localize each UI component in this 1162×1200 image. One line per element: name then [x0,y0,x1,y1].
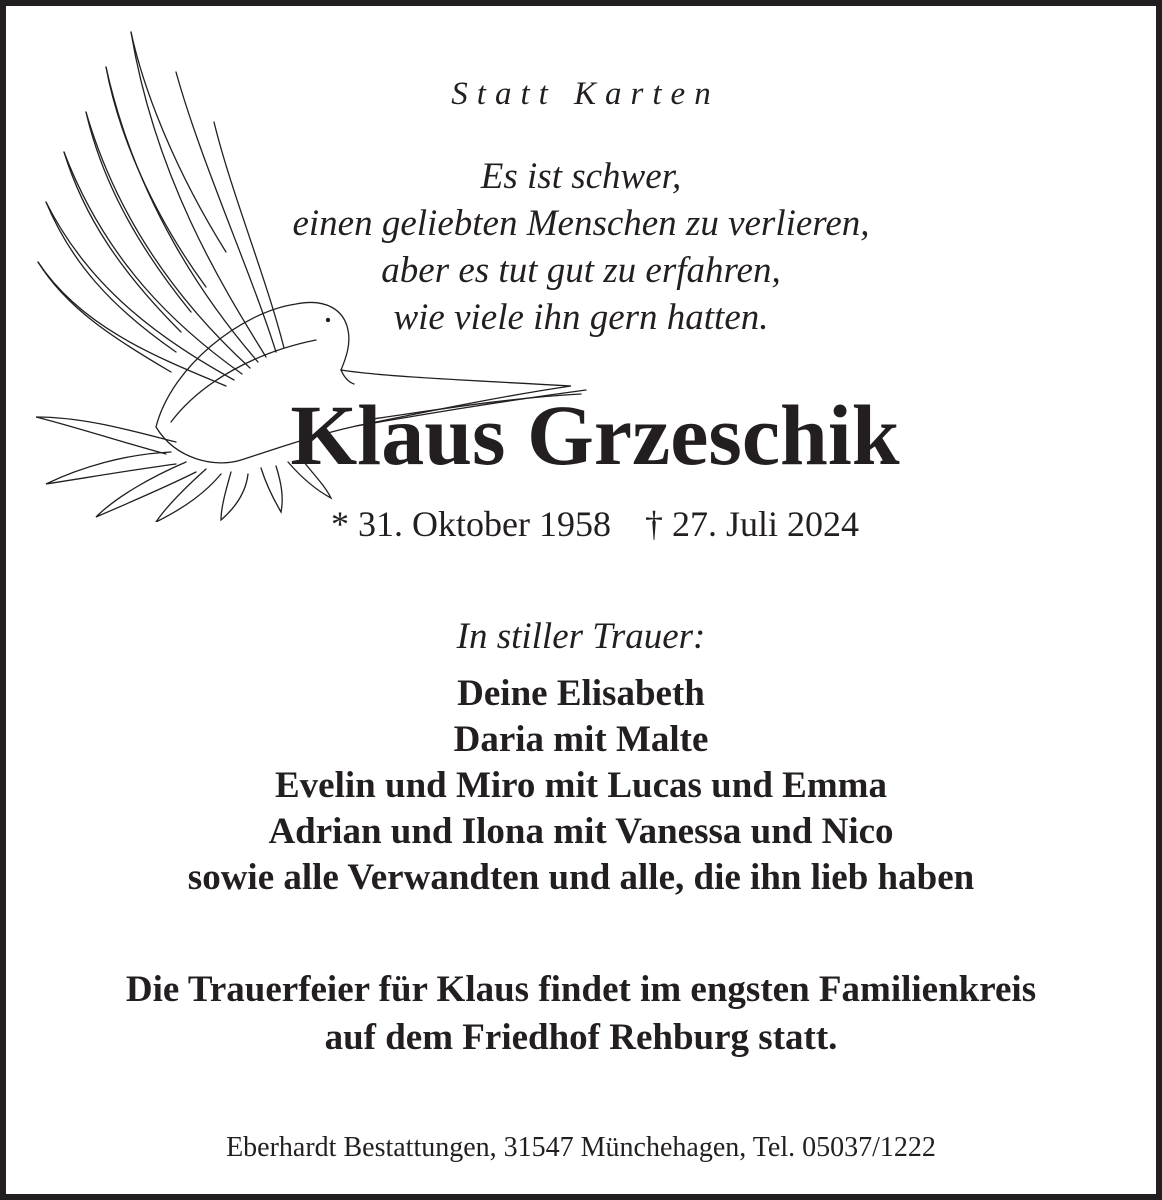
mourning-label: In stiller Trauer: [456,616,706,657]
header-title: Statt Karten [451,76,720,112]
ceremony-notice [6,966,1156,1062]
death-date: † 27. Juli 2024 [644,504,859,544]
quote-block [6,153,1156,341]
birth-date: * 31. Oktober 1958 [331,504,611,544]
quote-line: Es ist schwer, [480,156,682,197]
mourner-line: Deine Elisabeth [457,673,705,714]
life-dates [20,506,1162,542]
mourner-line: sowie alle Verwandten und alle, die ihn lieb haben [187,857,975,898]
deceased-name: Klaus Grzeschik [290,387,900,483]
quote-line: aber es tut gut zu erfahren, [381,250,781,291]
mourner-line: Daria mit Malte [453,719,709,760]
funeral-home-footer: Eberhardt Bestattungen, 31547 Münchehagen, Tel. 05037/1222 [226,1132,936,1163]
mourner-line: Adrian und Ilona mit Vanessa und Nico [268,811,894,852]
ceremony-line: Die Trauerfeier für Klaus findet im engsten Familienkreis [125,969,1037,1010]
mourners-list [6,671,1156,901]
quote-line: einen geliebten Menschen zu verlieren, [292,203,870,244]
quote-line: wie viele ihn gern hatten. [393,297,769,338]
mourner-line: Evelin und Miro mit Lucas und Emma [275,765,887,806]
ceremony-line: auf dem Friedhof Rehburg statt. [324,1017,838,1058]
